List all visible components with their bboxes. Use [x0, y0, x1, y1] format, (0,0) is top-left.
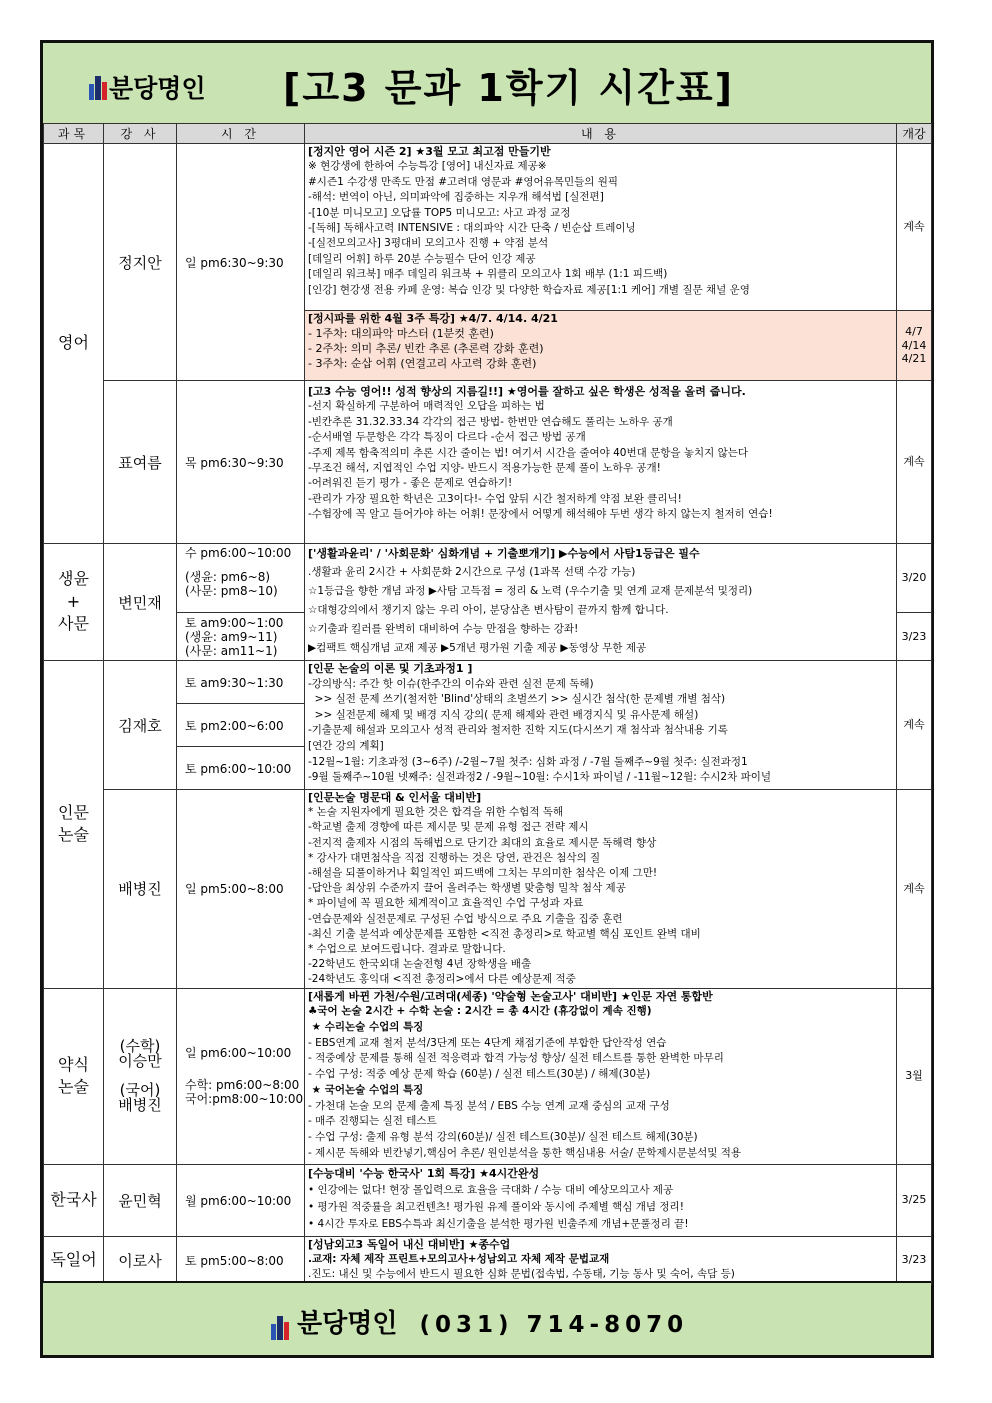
- content-line: -해석: 번역이 아닌, 의미파악에 집중하는 지우개 해석법 [실전편]: [308, 191, 604, 204]
- time-cell: 토 am9:30~1:30: [177, 661, 305, 704]
- content-line: ★ 수리논술 수업의 특징: [308, 1021, 424, 1034]
- subject-cell: 독일어: [44, 1236, 104, 1284]
- subject-cell: [44, 544, 104, 661]
- content-line: -답안을 최상위 수준까지 끌어 올려주는 학생별 맞춤형 밀착 첨삭 제공: [308, 882, 626, 895]
- subject-line: 논술: [58, 825, 89, 845]
- start-cell: 계속: [897, 381, 932, 544]
- table-row: [44, 144, 932, 311]
- content-line: - 수업 구성: 출제 유형 분석 강의(60분)/ 실전 테스트(30분)/ 실전 테스트 해제(30분): [308, 1130, 698, 1143]
- subject-line: 논술: [58, 1077, 89, 1097]
- instructor-cell: 이로사: [104, 1236, 177, 1284]
- table-row: [44, 790, 932, 989]
- start-cell: 3/23: [897, 613, 932, 661]
- content-line: >> 실전 문제 쓰기(철저한 'Blind'상태의 초벌쓰기 >> 실시간 첨삭(한 문제별 개별 첨삭): [308, 693, 726, 706]
- subject-cell: [44, 988, 104, 1164]
- instructor-cell: 윤민혁: [104, 1164, 177, 1236]
- content-line: [인강] 현강생 전용 카페 운영: 복습 인강 및 다양한 학습자료 제공[1:1 케어] 개별 질문 채널 운영: [308, 283, 750, 296]
- content-line: * 파이널에 꼭 필요한 체계적이고 효율적인 수업 구성과 자료: [308, 897, 584, 910]
- col-header-time: 시 간: [177, 124, 305, 144]
- content-line: -전지적 출제자 시점의 독해법으로 단기간 최대의 효율로 제시문 독해력 향상: [308, 836, 657, 849]
- time-line: (사문: pm8~10): [185, 584, 278, 598]
- brand-logo-icon: [89, 76, 107, 100]
- time-line: 국어:pm8:00~10:00: [185, 1092, 304, 1107]
- time-cell: [177, 544, 305, 613]
- instructor-cell: 변민재: [104, 544, 177, 661]
- time-cell: 목 pm6:30~9:30: [177, 381, 305, 544]
- content-line: >> 실전문제 해제 및 배경 지식 강의( 문제 해제와 관련 배경지식 및 유사문제 해설): [308, 708, 699, 721]
- start-cell: 계속: [897, 661, 932, 790]
- content-line: -선지 확실하게 구분하여 매력적인 오답을 피하는 법: [308, 400, 545, 413]
- subject-line: 인문: [58, 802, 89, 822]
- content-cell: [305, 144, 897, 311]
- instructor-line: (국어): [119, 1081, 161, 1100]
- course-title: [수능대비 '수능 한국사' 1회 특강] ★4시간완성: [308, 1166, 540, 1180]
- content-line: -12월~1월: 기초과정 (3~6주) /-2월~7월 첫주: 심화 과정 / -7월 둘째주~9월 첫주: 실전과정1: [308, 755, 748, 768]
- subject-line: 사문: [58, 614, 89, 634]
- time-line: 수학: pm6:00~8:00: [185, 1078, 300, 1093]
- time-line: [185, 560, 304, 570]
- course-title: ['생활과윤리' / '사회문화' 심화개념 + 기출뽀개기] ▶수능에서 사탐1등급은 필수: [308, 547, 700, 560]
- instructor-line: (수학): [119, 1037, 161, 1056]
- time-cell: 월 pm6:00~10:00: [177, 1164, 305, 1236]
- timetable: [43, 123, 932, 1285]
- content-line: [데일리 워크북] 매주 데일리 워크북 + 위클리 모의고사 1회 배부 (1:1 피드백): [308, 268, 668, 281]
- course-title: [인문논술 명문대 & 인서울 대비반]: [308, 791, 482, 804]
- content-line: [연간 강의 계획]: [308, 739, 384, 752]
- start-cell: 계속: [897, 790, 932, 989]
- content-line: ▶컴팩트 핵심개념 교재 제공 ▶5개년 평가원 기출 제공 ▶동영상 무한 제공: [308, 642, 647, 654]
- content-line: - 가천대 논술 모의 문제 출제 특징 분석 / EBS 수능 연계 교재 중심의 교재 구성: [308, 1099, 670, 1112]
- brand-logo: [89, 69, 206, 105]
- content-line: -관리가 가장 필요한 학년은 고3이다!- 수업 앞뒤 시간 철저하게 약점 보완 클리닉!: [308, 492, 682, 505]
- start-cell: 3월: [897, 988, 932, 1164]
- content-line: -주제 제목 함축적의미 추론 시간 줄이는 법! 여기서 시간을 줄여야 40번대 문항을 놓치지 않는다: [308, 446, 749, 459]
- content-cell: [305, 1236, 897, 1284]
- time-cell: 일 pm6:30~9:30: [177, 144, 305, 381]
- content-line: -연습문제와 실전문제로 구성된 수업 방식으로 주요 기출을 집중 훈련: [308, 912, 623, 925]
- instructor-cell: 배병진: [104, 790, 177, 989]
- content-line: -[독해] 독해사고력 INTENSIVE : 대의파악 시간 단축 / 빈순삽 트레이닝: [308, 222, 636, 235]
- content-line: -빈칸추론 31.32.33.34 각각의 접근 방법- 한번만 연습해도 풀리는 노하우 공개: [308, 415, 673, 428]
- footer-brand-name: 분당명인: [297, 1309, 398, 1339]
- content-line: -수험장에 꼭 알고 들어가야 하는 어휘! 문장에서 어떻게 해석해야 두번 생각 하지 않는지 철저히 연습!: [308, 508, 773, 521]
- time-cell: [177, 613, 305, 661]
- content-line: - 3주차: 순삽 어휘 (연결고리 사고력 강화 훈련): [308, 357, 537, 370]
- start-cell: 3/23: [897, 1236, 932, 1284]
- content-line: ★ 국어논술 수업의 특징: [308, 1083, 424, 1096]
- content-line: .진도: 내신 및 수능에서 반드시 필요한 심화 문법(접속법, 수동태, 기능 동사 및 숙어, 속담 등): [308, 1267, 735, 1280]
- start-cell: 3/25: [897, 1164, 932, 1236]
- table-row: [44, 1164, 932, 1236]
- header-row: [44, 124, 932, 144]
- instructor-line: 이승만: [118, 1052, 162, 1071]
- start-cell: [897, 311, 932, 381]
- content-line: -어려워진 듣기 평가 - 좋은 문제로 연습하기!: [308, 477, 513, 490]
- content-line: ♣국어 논술 2시간 + 수학 논술 : 2시간 = 총 4시간 (휴강없이 계속 진행): [308, 1005, 652, 1018]
- course-title: [성남외고3 독일어 내신 대비반] ★종수업: [308, 1237, 511, 1251]
- instructor-cell: 김재호: [104, 661, 177, 790]
- content-line: ☆기출과 킬러를 완벽히 대비하여 수능 만점을 향하는 강좌!: [308, 623, 579, 635]
- content-line: - 매주 진행되는 실전 테스트: [308, 1115, 437, 1128]
- table-row: [44, 1236, 932, 1284]
- subject-line: 약식: [58, 1054, 89, 1074]
- content-line: - 1주차: 대의파악 마스터 (1분컷 훈련): [308, 327, 494, 340]
- instructor-cell: 표여름: [104, 381, 177, 544]
- content-line: • 인강에는 없다! 현장 몰입력으로 효율을 극대화 / 수능 대비 예상모의고사 제공: [308, 1183, 674, 1196]
- col-header-content: 내 용: [305, 124, 897, 144]
- subject-cell: 영어: [44, 144, 104, 544]
- content-line: * 수업으로 보여드립니다. 결과로 말합니다.: [308, 943, 506, 956]
- content-line: • 평가원 적중률을 최고컨텐츠! 평가원 유제 풀이와 동시에 주제별 핵심 개념 정리!: [308, 1200, 684, 1213]
- time-line: (생윤: am9~11): [185, 629, 278, 644]
- table-row: [44, 544, 932, 613]
- brand-name: 분당명인: [109, 74, 206, 103]
- content-line: ☆대형강의에서 챙기지 않는 우리 아이, 분당삼촌 변사탐이 끝까지 함께 합니다.: [308, 604, 669, 616]
- content-line: .교재: 자체 제작 프린트+모의고사+성남외고 자체 제작 문법교재: [308, 1252, 610, 1265]
- subject-line: +: [66, 591, 81, 611]
- content-line: - 수업 구성: 적중 예상 문제 학습 (60분) / 실전 테스트(30분) / 해제(30분): [308, 1068, 651, 1081]
- time-line: 일 pm6:00~10:00: [185, 1046, 292, 1061]
- subject-cell: [44, 661, 104, 989]
- header-band: [43, 43, 931, 125]
- instructor-line: 배병진: [118, 1096, 162, 1115]
- content-line: ☆1등급을 향한 개념 과정 ▶사탐 고득점 = 정리 & 노력 (우수기출 및 연계 교재 문제분석 및정리): [308, 585, 753, 597]
- content-line: -기출문제 해설과 모의고사 성적 관리와 철저한 진학 지도(다시쓰기 재 첨삭과 첨삭내용 기록: [308, 724, 728, 737]
- course-title: [고3 수능 영어!! 성적 향상의 지름길!!] ★영어를 잘하고 싶은 학생은 성적을 올려 줍니다.: [308, 385, 746, 398]
- content-line: • 4시간 투자로 EBS수특과 최신기출을 분석한 평가원 빈출주제 개념+문풀정리 끝!: [308, 1217, 689, 1230]
- content-cell: [305, 661, 897, 790]
- content-line: ※ 현강생에 한하여 수능특강 [영어] 내신자료 제공※: [308, 160, 547, 173]
- content-line: -강의방식: 주간 핫 이슈(한주간의 이슈와 관련 실전 문제 독해): [308, 677, 594, 690]
- content-line: -해설을 되풀이하거나 획일적인 피드백에 그치는 무의미한 첨삭은 이제 그만!: [308, 867, 658, 880]
- content-line: -최신 기출 분석과 예상문제를 포함한 <직전 총정리>로 학교별 핵심 포인트 완벽 대비: [308, 927, 701, 940]
- time-line: [185, 1060, 304, 1078]
- content-cell: [305, 988, 897, 1164]
- content-line: -22학년도 한국외대 논술전형 4년 장학생을 배출: [308, 958, 532, 971]
- content-line: .생활과 윤리 2시간 + 사회문화 2시간으로 구성 (1과목 선택 수강 가능): [308, 566, 636, 578]
- course-title: [새롭게 바뀐 가천/수원/고려대(세종) '약술형 논술고사' 대비반] ★인문 자연 통합반: [308, 989, 713, 1003]
- content-line: - 2주차: 의미 추론/ 빈칸 추론 (추론력 강화 훈련): [308, 342, 544, 355]
- content-line: * 강사가 대면첨삭을 직접 진행하는 것은 당연, 관건은 첨삭의 질: [308, 851, 601, 864]
- time-cell: 토 pm6:00~10:00: [177, 747, 305, 790]
- content-line: [데일리 어휘] 하루 20분 수능필수 단어 인강 제공: [308, 252, 536, 265]
- start-cell: 3/20: [897, 544, 932, 613]
- content-line: -학교별 출제 경향에 따른 제시문 및 문제 유형 접근 전략 제시: [308, 821, 589, 834]
- page-title: [고3 문과 1학기 시간표]: [283, 66, 734, 110]
- content-line: #시즌1 수강생 만족도 만점 #고려대 영문과 #영어유목민들의 원픽: [308, 175, 619, 188]
- phone-number: (031) 714-8070: [419, 1312, 689, 1338]
- content-line: - EBS연계 교재 철저 분석/3단계 또는 4단계 채점기준에 부합한 답안작성 연습: [308, 1036, 667, 1049]
- col-header-instructor: 강 사: [104, 124, 177, 144]
- time-line: 토 am9:00~1:00: [185, 615, 284, 630]
- time-line: 수 pm6:00~10:00: [185, 546, 292, 560]
- start-date: 4/7: [905, 324, 923, 338]
- start-cell: 계속: [897, 144, 932, 311]
- content-line: -9월 둘째주~10월 넷째주: 실전과정2 / -9월~10월: 수시1차 파이널 / -11월~12월: 수시2차 파이널: [308, 771, 772, 784]
- start-date: 4/14: [901, 338, 927, 352]
- content-cell: [305, 381, 897, 544]
- brand-logo-icon: [271, 1316, 289, 1340]
- content-line: - 적중예상 문제를 통해 실전 적응력과 합격 가능성 향상/ 실전 테스트를 통한 완벽한 마무리: [308, 1052, 724, 1065]
- time-cell: 토 pm2:00~6:00: [177, 704, 305, 747]
- col-header-start: 개강: [897, 124, 932, 144]
- content-line: -24학년도 홍익대 <직전 총정리>에서 다른 예상문제 적중: [308, 973, 576, 986]
- subject-cell: 한국사: [44, 1164, 104, 1236]
- footer-band: [43, 1281, 931, 1355]
- time-cell: 일 pm5:00~8:00: [177, 790, 305, 989]
- table-row: [44, 661, 932, 704]
- content-cell: [305, 790, 897, 989]
- content-line: - 제시문 독해와 빈칸넣기,핵심어 추론/ 원인분석을 통한 핵심내용 서술/ 문학제시문분석및 적용: [308, 1146, 742, 1159]
- time-line: (생윤: pm6~8): [185, 570, 271, 584]
- time-cell: [177, 988, 305, 1164]
- content-line: * 논술 지원자에게 필요한 것은 합격을 위한 수험적 독해: [308, 806, 564, 819]
- col-header-subject: 과목: [44, 124, 104, 144]
- course-title: [정시파를 위한 4월 3주 특강] ★4/7. 4/14. 4/21: [308, 312, 558, 325]
- start-date: 4/21: [901, 352, 927, 366]
- content-line: -무조건 해석, 지엽적인 수업 지양- 반드시 적용가능한 문제 풀이 노하우 공개!: [308, 462, 661, 475]
- content-line: -순서배열 두문항은 각각 특징이 다르다 -순서 접근 방법 공개: [308, 431, 586, 444]
- table-row: [44, 381, 932, 544]
- content-cell: [305, 311, 897, 381]
- instructor-cell: 정지안: [104, 144, 177, 381]
- content-line: -[실전모의고사] 3평대비 모의고사 진행 + 약점 분석: [308, 237, 549, 250]
- content-line: -[10분 미니모고] 오답률 TOP5 미니모고: 사고 과정 교정: [308, 206, 571, 219]
- course-title: [인문 논술의 이론 및 기초과정1 ]: [308, 662, 473, 675]
- time-line: (사문: am11~1): [185, 643, 278, 658]
- time-cell: 토 pm5:00~8:00: [177, 1236, 305, 1284]
- content-cell: [305, 1164, 897, 1236]
- course-title: [정지안 영어 시즌 2] ★3월 모고 최고점 만들기반: [308, 145, 551, 158]
- table-row: [44, 988, 932, 1164]
- subject-line: 생윤: [58, 569, 89, 589]
- footer-contact: [271, 1303, 688, 1340]
- content-cell: [305, 544, 897, 661]
- instructor-cell: [104, 988, 177, 1164]
